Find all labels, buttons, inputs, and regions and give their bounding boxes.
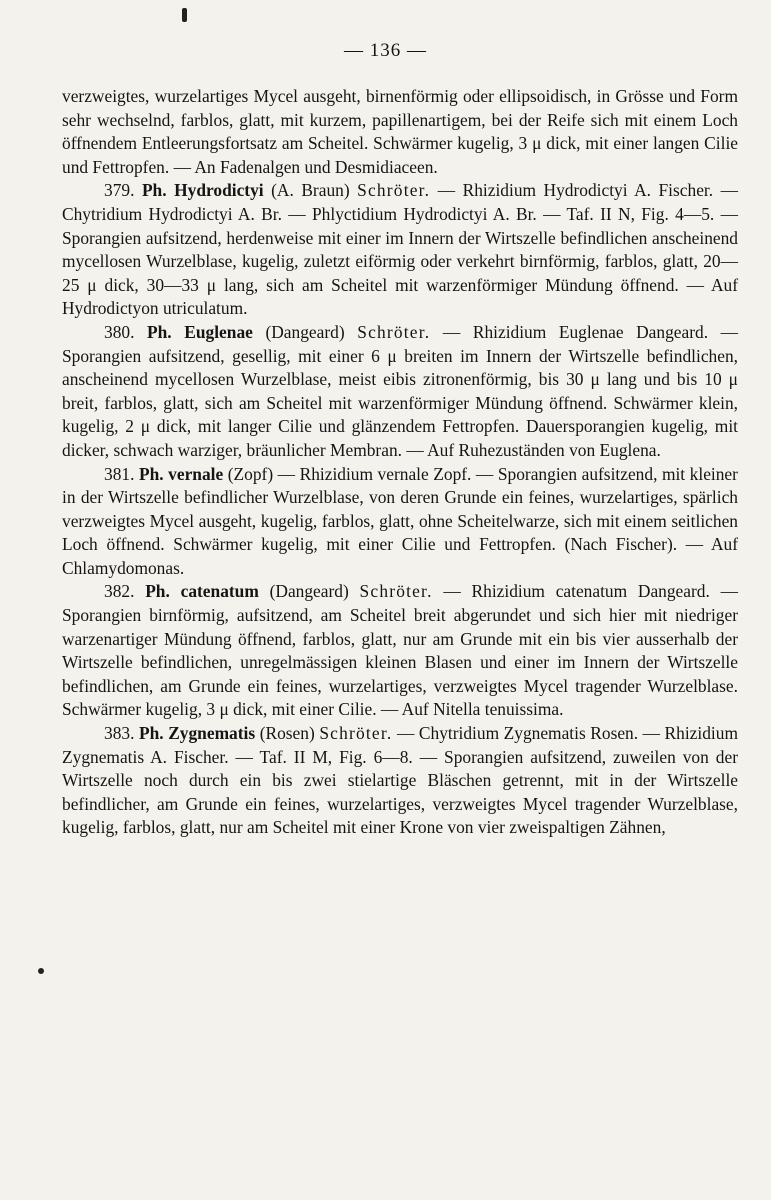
entry-number: 379. (104, 180, 135, 201)
entry-authority-spaced: Schröter. (357, 321, 431, 342)
entry-body: — Rhizidium Hydrodictyi A. Fischer. — Chytridium Hydrodictyi A. Br. — Phlyctidium Hydrodictyi A. Br. — Taf. II N, Fig. 4—5. — Sporangien aufsitzend, herdenweise mit einer im Innern der Wirtszelle befindlichen anscheinend mycellosen Wurzelblase, kugelig, zuletzt eiförmig oder verkehrt birnförmig, farblos, glatt, 20—25 μ dick, 30—33 μ lang, sich am Scheitel mit warzenförmiger Mündung öffnend. — Auf Hydrodictyon utriculatum. (62, 180, 738, 319)
entry-genus: Ph. (138, 463, 164, 484)
entry-383 (62, 722, 738, 840)
entry-authority: (Rosen) (259, 723, 315, 744)
entry-authority-spaced: Schröter. (357, 180, 431, 201)
entry-authority: (Dangeard) (265, 321, 345, 342)
entry-genus: Ph. (138, 723, 164, 744)
entry-number: 381. (104, 463, 135, 484)
entry-authority: (Zopf) (227, 463, 274, 484)
entry-body: — Rhizidium catenatum Dangeard. — Sporangien birnförmig, aufsitzend, am Scheitel breit abgerundet und sich hier mit niedriger warzenartiger Mündung öffnend, farblos, glatt, nur am Grunde mit ein bis vier ausserhalb der Wirtszelle befindlichen, unregelmässigen kleinen Blasen und einer im Innern der Wirtszelle befindlichen, am Grunde ein feines, wurzelartiges, verzweigtes Mycel tragender Wurzelblase. Schwärmer kugelig, 3 μ dick, mit einer Cilie. — Auf Nitella tenuissima. (62, 581, 738, 720)
entry-number: 380. (104, 321, 135, 342)
entry-body: — Rhizidium vernale Zopf. — Sporangien aufsitzend, mit kleiner in der Wirtszelle befindlicher Wurzelblase, von deren Grunde ein feines, wurzelartiges, spärlich verzweigtes Mycel ausgeht, kugelig, farblos, glatt, ohne Scheitelwarze, sich mit einem seitlichen Loch öffnend. Schwärmer kugelig, mit einer Cilie und Fettropfen. (Nach Fischer). — Auf Chlamydomonas. (62, 463, 738, 578)
entry-authority: (A. Braun) (271, 180, 350, 201)
entry-genus: Ph. (147, 321, 172, 342)
entry-species: Zygnematis (168, 723, 256, 744)
entry-381 (62, 463, 738, 581)
entry-authority-spaced: Schröter. (319, 723, 393, 744)
entry-body: — Chytridium Zygnematis Rosen. — Rhizidium Zygnematis A. Fischer. — Taf. II M, Fig. 6—8. — Sporangien aufsitzend, zuweilen von der Wirtszelle noch durch ein bis zwei stielartige Bläschen getrennt, mit in der Wirtszelle befindlicher, am Grunde ein feines, wurzelartiges, verzweigtes Mycel tragender Wurzelblase, kugelig, farblos, glatt, nur am Scheitel mit einer Krone von vier zweispaltigen Zähnen, (62, 723, 738, 838)
entry-382 (62, 580, 738, 722)
intro-paragraph: verzweigtes, wurzelartiges Mycel ausgeht, birnenförmig oder ellipsoidisch, in Grösse und Form sehr wechselnd, farblos, glatt, mit kurzem, papillenartigem, bei der Reife sich mit einem Loch öffnendem Entleerungsfortsatz am Scheitel. Schwärmer kugelig, 3 μ dick, mit einer langen Cilie und Fettropfen. — An Fadenalgen und Desmidiaceen. (62, 86, 738, 177)
body-text (62, 85, 738, 840)
entry-number: 383. (104, 723, 135, 744)
entry-species: vernale (168, 463, 224, 484)
entry-body: — Rhizidium Euglenae Dangeard. — Sporangien aufsitzend, gesellig, mit einer 6 μ breiten im Innern der Wirtszelle befindlichen, anscheinend mycellosen Wurzelblase, meist eibis zitronenförmig, bis 30 μ lang und bis 10 μ breit, farblos, glatt, sich am Scheitel mit warzenförmiger Mündung öffnend. Schwärmer klein, kugelig, 2 μ dick, mit langer Cilie und glänzendem Fettropfen. Dauersporangien kugelig, mit dicker, schwach warziger, bräunlicher Membran. — Auf Ruhezuständen von Euglena. (62, 321, 738, 460)
entry-authority-spaced: Schröter. (359, 581, 433, 602)
entry-379 (62, 179, 738, 321)
entry-number: 382. (104, 581, 135, 602)
ink-mark (182, 8, 187, 22)
entry-380 (62, 321, 738, 463)
page-number: — 136 — (344, 40, 427, 61)
entry-genus: Ph. (145, 581, 170, 602)
entry-species: Euglenae (184, 321, 253, 342)
entry-species: catenatum (180, 581, 259, 602)
entry-genus: Ph. (141, 180, 167, 201)
entry-species: Hydrodictyi (174, 180, 264, 201)
entry-authority: (Dangeard) (269, 581, 349, 602)
ink-mark (38, 968, 44, 974)
